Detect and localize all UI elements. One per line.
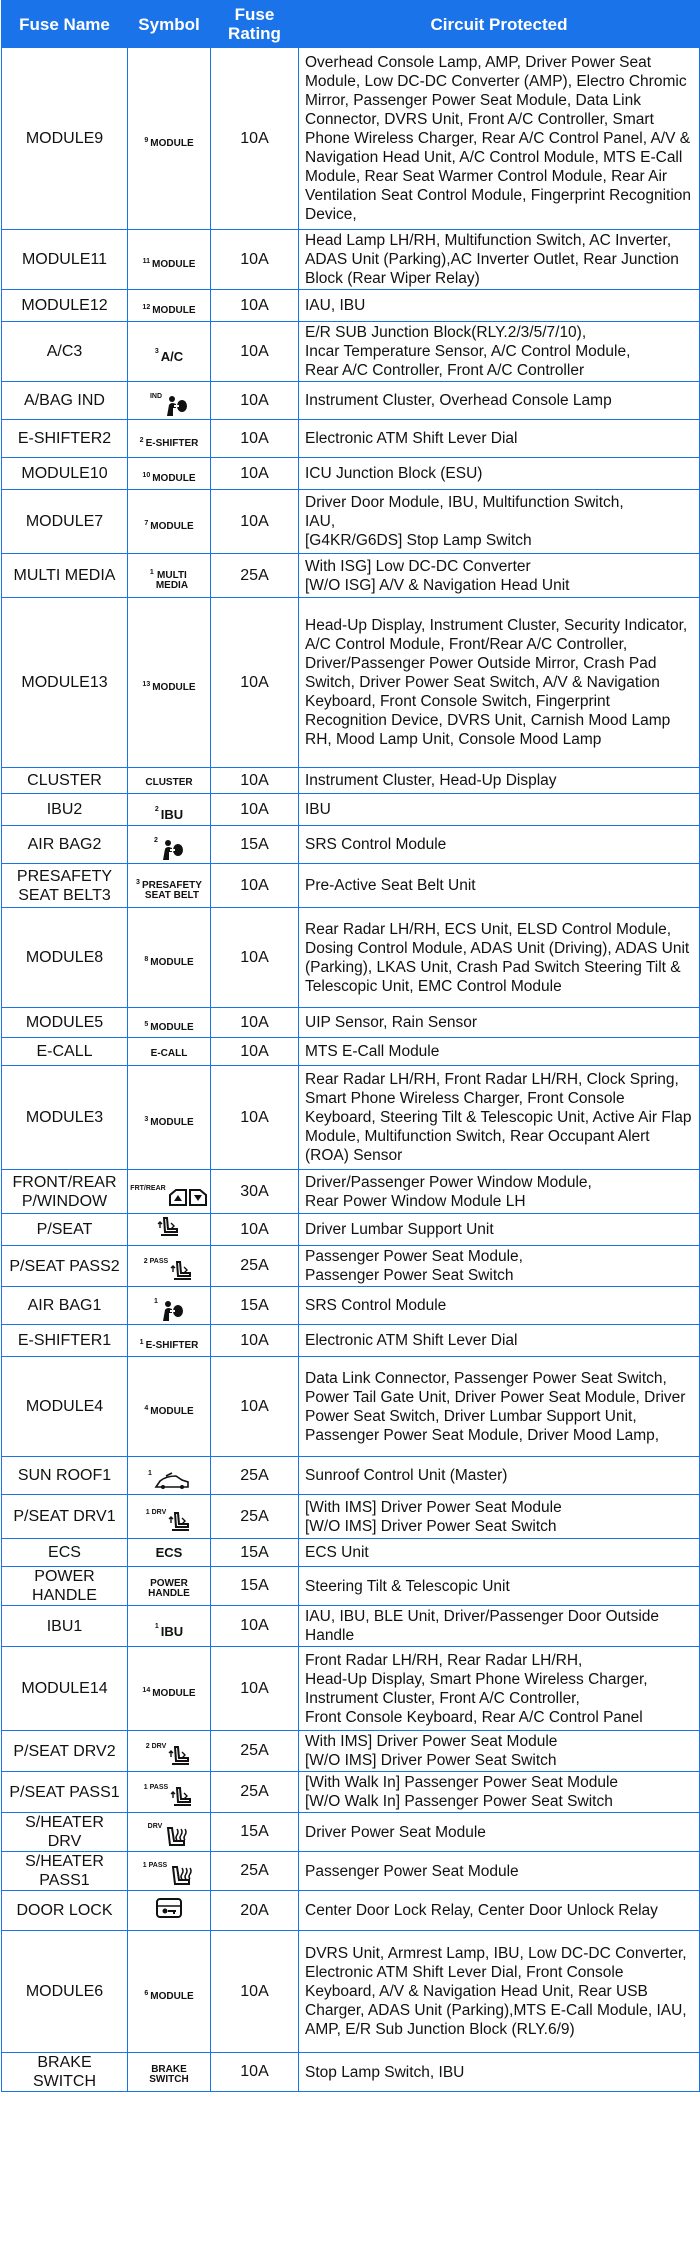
symbol-label: E-SHIFTER: [145, 1339, 199, 1351]
symbol-number: 2: [154, 836, 158, 844]
symbol-cell: [128, 382, 211, 420]
fuse-rating-cell: 10A: [211, 490, 299, 554]
circuit-protected-cell: Head-Up Display, Instrument Cluster, Security Indicator, A/C Control Module, Front/Rear A/C Controller, Driver/Passenger Power Outside Mirror, Crash Pad Switch, Driver Power Seat Switch, A/V & Navigation Keyboard, Front Console Switch, Fingerprint Recognition Device, DVRS Unit, Carnish Mood Lamp RH, Mood Lamp Unit, Console Mood Lamp: [299, 598, 700, 768]
circuit-protected-cell: Sunroof Control Unit (Master): [299, 1457, 700, 1495]
fuse-rating-cell: 10A: [211, 382, 299, 420]
symbol-number: 7: [144, 519, 149, 527]
circuit-protected-cell: Center Door Lock Relay, Center Door Unlock Relay: [299, 1891, 700, 1931]
table-row: [2, 420, 700, 458]
fuse-rating-cell: 15A: [211, 1287, 299, 1325]
symbol-cell: [128, 420, 211, 458]
symbol-cell: [128, 1357, 211, 1457]
symbol-cell: [128, 1008, 211, 1038]
table-row: [2, 1813, 700, 1852]
table-row: [2, 1246, 700, 1287]
fuse-symbol: [142, 303, 196, 316]
fuse-name-cell: P/SEAT DRV2: [2, 1731, 128, 1772]
symbol-cell: [128, 554, 211, 598]
fuse-name-cell: P/SEAT PASS1: [2, 1772, 128, 1813]
circuit-protected-cell: Overhead Console Lamp, AMP, Driver Power Seat Module, Low DC-DC Converter (AMP), Electro Chromic Mirror, Passenger Power Seat Module, Data Link Connector, DVRS Unit, Front A/C Controller, Smart Phone Wireless Charger, Rear A/C Control Panel, A/V & Navigation Head Unit, A/C Control Module, MTS E-Call Module, Rear Seat Warmer Control Module, Rear Air Ventilation Seat Control Module, Fingerprint Recognition Device,: [299, 48, 700, 230]
fuse-rating-cell: 10A: [211, 458, 299, 490]
table-row: [2, 1357, 700, 1457]
table-row: [2, 1567, 700, 1606]
fuse-name-cell: MODULE4: [2, 1357, 128, 1457]
fuse-symbol: [157, 1216, 181, 1238]
symbol-cell: [128, 230, 211, 290]
fuse-name-cell: MODULE8: [2, 908, 128, 1008]
fuse-name-cell: S/HEATER PASS1: [2, 1852, 128, 1891]
symbol-cell: [128, 1731, 211, 1772]
table-row: [2, 490, 700, 554]
fuse-symbol: [142, 257, 196, 270]
symbol-cell: [128, 1647, 211, 1731]
symbol-number: 8: [144, 955, 149, 963]
symbol-label: POWER HANDLE: [148, 1578, 190, 1599]
symbol-label: MODULE: [150, 1990, 194, 2002]
symbol-label: MODULE: [150, 1405, 194, 1417]
table-row: [2, 598, 700, 768]
fuse-symbol: [155, 808, 183, 821]
symbol-cell: [128, 768, 211, 794]
symbol-number: 4: [144, 1404, 149, 1412]
symbol-label: PRESAFETY SEAT BELT: [141, 879, 202, 901]
symbol-number: 9: [144, 136, 149, 144]
symbol-number: 1: [149, 568, 154, 576]
fuse-rating-cell: 10A: [211, 1008, 299, 1038]
airbag-icon: [160, 839, 184, 861]
fuse-name-cell: MODULE12: [2, 290, 128, 322]
fuse-rating-cell: 10A: [211, 1214, 299, 1246]
symbol-cell: [128, 490, 211, 554]
fuse-name-cell: MULTI MEDIA: [2, 554, 128, 598]
circuit-protected-cell: With IMS] Driver Power Seat Module [W/O IMS] Driver Power Seat Switch: [299, 1731, 700, 1772]
fuse-rating-cell: 10A: [211, 290, 299, 322]
symbol-cell: [128, 1287, 211, 1325]
symbol-cell: [128, 1038, 211, 1066]
table-row: [2, 1066, 700, 1170]
fuse-symbol: [154, 1297, 184, 1322]
table-row: [2, 458, 700, 490]
table-row: [2, 1931, 700, 2053]
circuit-protected-cell: With ISG] Low DC-DC Converter [W/O ISG] A/V & Navigation Head Unit: [299, 554, 700, 598]
fuse-symbol: [144, 1989, 194, 2002]
table-row: [2, 554, 700, 598]
fuse-name-cell: CLUSTER: [2, 768, 128, 794]
fuse-symbol: [156, 1546, 183, 1559]
symbol-label: MODULE: [152, 304, 196, 316]
fuse-table: [1, 0, 700, 2092]
power-seat-icon: [170, 1786, 194, 1808]
symbol-cell: [128, 1066, 211, 1170]
table-row: [2, 1606, 700, 1647]
circuit-protected-cell: Pre-Active Seat Belt Unit: [299, 864, 700, 908]
fuse-name-cell: IBU2: [2, 794, 128, 826]
fuse-symbol: [151, 1049, 188, 1059]
fuse-rating-cell: 25A: [211, 1457, 299, 1495]
fuse-name-cell: SUN ROOF1: [2, 1457, 128, 1495]
fuse-rating-cell: 10A: [211, 864, 299, 908]
table-row: [2, 290, 700, 322]
circuit-protected-cell: Electronic ATM Shift Lever Dial: [299, 1325, 700, 1357]
table-row: [2, 382, 700, 420]
fuse-name-cell: A/C3: [2, 322, 128, 382]
circuit-protected-cell: E/R SUB Junction Block(RLY.2/3/5/7/10), Incar Temperature Sensor, A/C Control Module, Rear A/C Controller, Front A/C Controller: [299, 322, 700, 382]
symbol-number: 2: [139, 436, 144, 444]
circuit-protected-cell: Stop Lamp Switch, IBU: [299, 2053, 700, 2092]
fuse-rating-cell: 25A: [211, 1772, 299, 1813]
fuse-symbol: [144, 1786, 194, 1808]
table-row: [2, 2053, 700, 2092]
table-row: [2, 230, 700, 290]
airbag-icon: [164, 395, 188, 417]
fuse-rating-cell: 10A: [211, 420, 299, 458]
circuit-protected-cell: Steering Tilt & Telescopic Unit: [299, 1567, 700, 1606]
symbol-number: 12: [142, 303, 151, 311]
circuit-protected-cell: IBU: [299, 794, 700, 826]
symbol-number: 1 PASS: [143, 1784, 169, 1791]
symbol-cell: [128, 794, 211, 826]
fuse-symbol: [144, 519, 194, 532]
symbol-cell: [128, 1170, 211, 1214]
fuse-rating-cell: 10A: [211, 908, 299, 1008]
fuse-rating-cell: 10A: [211, 48, 299, 230]
fuse-rating-cell: 30A: [211, 1170, 299, 1214]
circuit-protected-cell: Driver Lumbar Support Unit: [299, 1214, 700, 1246]
power-seat-icon: [168, 1745, 192, 1767]
circuit-protected-cell: IAU, IBU: [299, 290, 700, 322]
table-row: [2, 1495, 700, 1539]
fuse-name-cell: MODULE10: [2, 458, 128, 490]
symbol-label: E-CALL: [150, 1047, 188, 1059]
header-fuse-rating: Fuse Rating: [211, 1, 299, 48]
fuse-name-cell: MODULE5: [2, 1008, 128, 1038]
symbol-label: MODULE: [150, 1116, 194, 1128]
fuse-rating-cell: 25A: [211, 1246, 299, 1287]
symbol-label: A/C: [160, 349, 184, 364]
fuse-rating-cell: 10A: [211, 794, 299, 826]
fuse-symbol: [144, 1260, 194, 1282]
fuse-name-cell: E-CALL: [2, 1038, 128, 1066]
table-row: [2, 1214, 700, 1246]
fuse-rating-cell: 10A: [211, 230, 299, 290]
symbol-number: 6: [144, 1989, 149, 1997]
symbol-cell: [128, 1772, 211, 1813]
table-row: [2, 864, 700, 908]
fuse-name-cell: PRESAFETY SEAT BELT3: [2, 864, 128, 908]
fuse-rating-cell: 15A: [211, 826, 299, 864]
circuit-protected-cell: Rear Radar LH/RH, ECS Unit, ELSD Control Module, Dosing Control Module, ADAS Unit (Driving), ADAS Unit (Parking), LKAS Unit, Crash Pad Switch Steering Tilt & Telescopic Unit, EMC Control Module: [299, 908, 700, 1008]
symbol-cell: [128, 322, 211, 382]
fuse-rating-cell: 10A: [211, 768, 299, 794]
fuse-name-cell: MODULE6: [2, 1931, 128, 2053]
symbol-label: MODULE: [150, 137, 194, 149]
symbol-label: MODULE: [152, 472, 196, 484]
fuse-symbol: [149, 568, 189, 591]
fuse-symbol: [154, 836, 184, 861]
sunroof-icon: [154, 1472, 190, 1490]
fuse-rating-cell: 15A: [211, 1567, 299, 1606]
header-circuit-protected: Circuit Protected: [299, 1, 700, 48]
symbol-cell: [128, 1567, 211, 1606]
fuse-rating-cell: 10A: [211, 1038, 299, 1066]
power-seat-icon: [168, 1511, 192, 1533]
fuse-symbol: [154, 1622, 184, 1639]
fuse-symbol: [142, 471, 196, 484]
symbol-label: ECS: [155, 1544, 183, 1560]
symbol-label: IBU: [160, 807, 184, 822]
circuit-protected-cell: Driver/Passenger Power Window Module, Rear Power Window Module LH: [299, 1170, 700, 1214]
symbol-cell: [128, 1931, 211, 2053]
circuit-protected-cell: ECS Unit: [299, 1539, 700, 1567]
circuit-protected-cell: Electronic ATM Shift Lever Dial: [299, 420, 700, 458]
symbol-cell: [128, 1891, 211, 1931]
symbol-number: 2 PASS: [143, 1258, 169, 1265]
fuse-rating-cell: 10A: [211, 1325, 299, 1357]
table-row: [2, 1008, 700, 1038]
symbol-label: IBU: [160, 1623, 184, 1639]
fuse-name-cell: DOOR LOCK: [2, 1891, 128, 1931]
circuit-protected-cell: MTS E-Call Module: [299, 1038, 700, 1066]
table-row: [2, 1647, 700, 1731]
table-row: [2, 1731, 700, 1772]
header-fuse-name: Fuse Name: [2, 1, 128, 48]
fuse-name-cell: MODULE3: [2, 1066, 128, 1170]
table-row: [2, 1539, 700, 1567]
fuse-name-cell: MODULE7: [2, 490, 128, 554]
symbol-cell: [128, 1325, 211, 1357]
fuse-name-cell: IBU1: [2, 1606, 128, 1647]
fuse-rating-cell: 10A: [211, 1606, 299, 1647]
fuse-symbol: [155, 1897, 183, 1919]
symbol-number: DRV: [147, 1823, 163, 1830]
symbol-label: CLUSTER: [145, 776, 193, 788]
circuit-protected-cell: Rear Radar LH/RH, Front Radar LH/RH, Clock Spring, Smart Phone Wireless Charger, Front Console Keyboard, Steering Tilt & Telescopic Unit, Active Air Flap Module, Multifunction Switch, Rear Occupant Alert (ROA) Sensor: [299, 1066, 700, 1170]
fuse-symbol: [145, 1508, 193, 1533]
table-row: [2, 1457, 700, 1495]
circuit-protected-cell: Instrument Cluster, Overhead Console Lamp: [299, 382, 700, 420]
symbol-number: 2: [154, 806, 159, 813]
table-row: [2, 1325, 700, 1357]
fuse-symbol: [142, 680, 196, 693]
fuse-name-cell: AIR BAG1: [2, 1287, 128, 1325]
seat-heater-icon: [169, 1864, 195, 1888]
airbag-icon: [160, 1300, 184, 1322]
symbol-cell: [128, 864, 211, 908]
fuse-name-cell: A/BAG IND: [2, 382, 128, 420]
fuse-name-cell: MODULE11: [2, 230, 128, 290]
fuse-name-cell: P/SEAT: [2, 1214, 128, 1246]
fuse-symbol: [130, 1184, 207, 1207]
fuse-rating-cell: 20A: [211, 1891, 299, 1931]
fuse-symbol: [148, 1469, 190, 1490]
symbol-number: 11: [142, 257, 151, 265]
symbol-cell: [128, 1246, 211, 1287]
symbol-number: FRT/REAR: [130, 1184, 166, 1192]
circuit-protected-cell: Data Link Connector, Passenger Power Seat Switch, Power Tail Gate Unit, Driver Power Seat Module, Driver Power Seat Switch, Driver Lumbar Support Unit, Passenger Power Seat Module, Driver Mood Lamp,: [299, 1357, 700, 1457]
symbol-cell: [128, 1852, 211, 1891]
circuit-protected-cell: Front Radar LH/RH, Rear Radar LH/RH, Head-Up Display, Smart Phone Wireless Charger, Instrument Cluster, Front A/C Controller, Front Console Keyboard, Rear A/C Control Panel: [299, 1647, 700, 1731]
fuse-symbol: [145, 778, 192, 788]
symbol-cell: [128, 598, 211, 768]
circuit-protected-cell: Driver Power Seat Module: [299, 1813, 700, 1852]
fuse-symbol: [142, 1686, 196, 1699]
fuse-rating-cell: 10A: [211, 322, 299, 382]
table-row: [2, 1891, 700, 1931]
fuse-rating-cell: 15A: [211, 1539, 299, 1567]
symbol-label: MODULE: [152, 1687, 196, 1699]
table-row: [2, 48, 700, 230]
fuse-name-cell: E-SHIFTER2: [2, 420, 128, 458]
fuse-symbol: [136, 878, 202, 901]
symbol-cell: [128, 1539, 211, 1567]
fuse-rating-cell: 10A: [211, 1066, 299, 1170]
fuse-symbol: [144, 136, 194, 149]
fuse-symbol: [144, 955, 194, 968]
power-window-icon: [168, 1187, 208, 1207]
symbol-number: 3: [136, 878, 140, 886]
fuse-symbol: [149, 2065, 188, 2085]
fuse-name-cell: POWER HANDLE: [2, 1567, 128, 1606]
circuit-protected-cell: ICU Junction Block (ESU): [299, 458, 700, 490]
power-seat-icon: [170, 1260, 194, 1282]
header-symbol: Symbol: [128, 1, 211, 48]
fuse-name-cell: MODULE14: [2, 1647, 128, 1731]
header-row: [2, 1, 700, 48]
fuse-symbol: [144, 1115, 194, 1128]
symbol-cell: [128, 1214, 211, 1246]
symbol-cell: [128, 290, 211, 322]
symbol-number: 1: [154, 1297, 158, 1305]
symbol-cell: [128, 1606, 211, 1647]
fuse-symbol: [146, 1745, 193, 1767]
fuse-symbol: [148, 1579, 190, 1599]
table-row: [2, 1852, 700, 1891]
fuse-name-cell: S/HEATER DRV: [2, 1813, 128, 1852]
fuse-rating-cell: 25A: [211, 1495, 299, 1539]
fuse-name-cell: P/SEAT DRV1: [2, 1495, 128, 1539]
table-row: [2, 1038, 700, 1066]
symbol-label: BRAKE SWITCH: [149, 2064, 189, 2085]
circuit-protected-cell: DVRS Unit, Armrest Lamp, IBU, Low DC-DC Converter, Electronic ATM Shift Lever Dial, Front Console Keyboard, A/V & Navigation Head Unit, Rear USB Charger, ADAS Unit (Parking),MTS E-Call Module, IAU, AMP, E/R Sub Junction Block (RLY.6/9): [299, 1931, 700, 2053]
table-row: [2, 1170, 700, 1214]
fuse-symbol: [144, 1020, 194, 1033]
fuse-name-cell: MODULE9: [2, 48, 128, 230]
fuse-symbol: [149, 392, 188, 417]
symbol-cell: [128, 1495, 211, 1539]
fuse-rating-cell: 25A: [211, 554, 299, 598]
fuse-name-cell: MODULE13: [2, 598, 128, 768]
circuit-protected-cell: SRS Control Module: [299, 826, 700, 864]
symbol-label: E-SHIFTER: [145, 437, 199, 449]
symbol-number: 1: [139, 1338, 144, 1346]
symbol-number: 1 DRV: [145, 1508, 167, 1516]
symbol-label: MODULE: [150, 956, 194, 968]
fuse-name-cell: E-SHIFTER1: [2, 1325, 128, 1357]
fuse-symbol: [139, 436, 199, 449]
symbol-cell: [128, 908, 211, 1008]
fuse-rating-cell: 10A: [211, 1931, 299, 2053]
table-row: [2, 1772, 700, 1813]
fuse-rating-cell: 25A: [211, 1852, 299, 1891]
symbol-number: 1: [148, 1469, 152, 1477]
symbol-cell: [128, 2053, 211, 2092]
circuit-protected-cell: SRS Control Module: [299, 1287, 700, 1325]
symbol-label: MODULE: [152, 258, 196, 270]
circuit-protected-cell: Driver Door Module, IBU, Multifunction Switch, IAU, [G4KR/G6DS] Stop Lamp Switch: [299, 490, 700, 554]
symbol-number: 10: [142, 471, 151, 479]
symbol-cell: [128, 826, 211, 864]
circuit-protected-cell: Head Lamp LH/RH, Multifunction Switch, AC Inverter, ADAS Unit (Parking),AC Inverter Outlet, Rear Junction Block (Rear Wiper Relay): [299, 230, 700, 290]
symbol-cell: [128, 48, 211, 230]
fuse-rating-cell: 10A: [211, 2053, 299, 2092]
circuit-protected-cell: Passenger Power Seat Module, Passenger Power Seat Switch: [299, 1246, 700, 1287]
circuit-protected-cell: [With IMS] Driver Power Seat Module [W/O IMS] Driver Power Seat Switch: [299, 1495, 700, 1539]
fuse-symbol: [148, 1825, 191, 1849]
symbol-cell: [128, 1457, 211, 1495]
circuit-protected-cell: UIP Sensor, Rain Sensor: [299, 1008, 700, 1038]
fuse-name-cell: P/SEAT PASS2: [2, 1246, 128, 1287]
fuse-symbol: [155, 350, 183, 363]
symbol-number: 3: [144, 1115, 149, 1123]
table-row: [2, 794, 700, 826]
table-row: [2, 908, 700, 1008]
table-row: [2, 826, 700, 864]
circuit-protected-cell: [With Walk In] Passenger Power Seat Module [W/O Walk In] Passenger Power Seat Switch: [299, 1772, 700, 1813]
fuse-name-cell: AIR BAG2: [2, 826, 128, 864]
symbol-number: 3: [154, 348, 159, 355]
symbol-cell: [128, 458, 211, 490]
seat-heater-icon: [164, 1825, 190, 1849]
table-row: [2, 322, 700, 382]
circuit-protected-cell: Instrument Cluster, Head-Up Display: [299, 768, 700, 794]
fuse-name-cell: ECS: [2, 1539, 128, 1567]
circuit-protected-cell: Passenger Power Seat Module: [299, 1852, 700, 1891]
symbol-number: IND: [149, 392, 163, 400]
circuit-protected-cell: IAU, IBU, BLE Unit, Driver/Passenger Door Outside Handle: [299, 1606, 700, 1647]
symbol-label: MODULE: [152, 681, 196, 693]
symbol-label: MODULE: [150, 520, 194, 532]
symbol-label: MULTI MEDIA: [155, 569, 189, 591]
symbol-number: 1 PASS: [142, 1862, 168, 1869]
symbol-cell: [128, 1813, 211, 1852]
symbol-number: 5: [144, 1020, 149, 1028]
symbol-label: MODULE: [150, 1021, 194, 1033]
fuse-symbol: [139, 1338, 199, 1351]
fuse-symbol: [144, 1404, 194, 1417]
fuse-rating-cell: 15A: [211, 1813, 299, 1852]
fuse-rating-cell: 25A: [211, 1731, 299, 1772]
fuse-symbol: [143, 1864, 195, 1888]
table-row: [2, 1287, 700, 1325]
fuse-rating-cell: 10A: [211, 1647, 299, 1731]
symbol-number: 1: [154, 1622, 159, 1630]
door-lock-icon: [155, 1897, 183, 1919]
symbol-number: 2 DRV: [145, 1743, 167, 1750]
table-row: [2, 768, 700, 794]
fuse-name-cell: BRAKE SWITCH: [2, 2053, 128, 2092]
power-seat-icon: [157, 1216, 181, 1238]
fuse-rating-cell: 10A: [211, 598, 299, 768]
symbol-number: 14: [142, 1686, 151, 1694]
fuse-name-cell: FRONT/REAR P/WINDOW: [2, 1170, 128, 1214]
symbol-number: 13: [142, 680, 151, 688]
fuse-rating-cell: 10A: [211, 1357, 299, 1457]
